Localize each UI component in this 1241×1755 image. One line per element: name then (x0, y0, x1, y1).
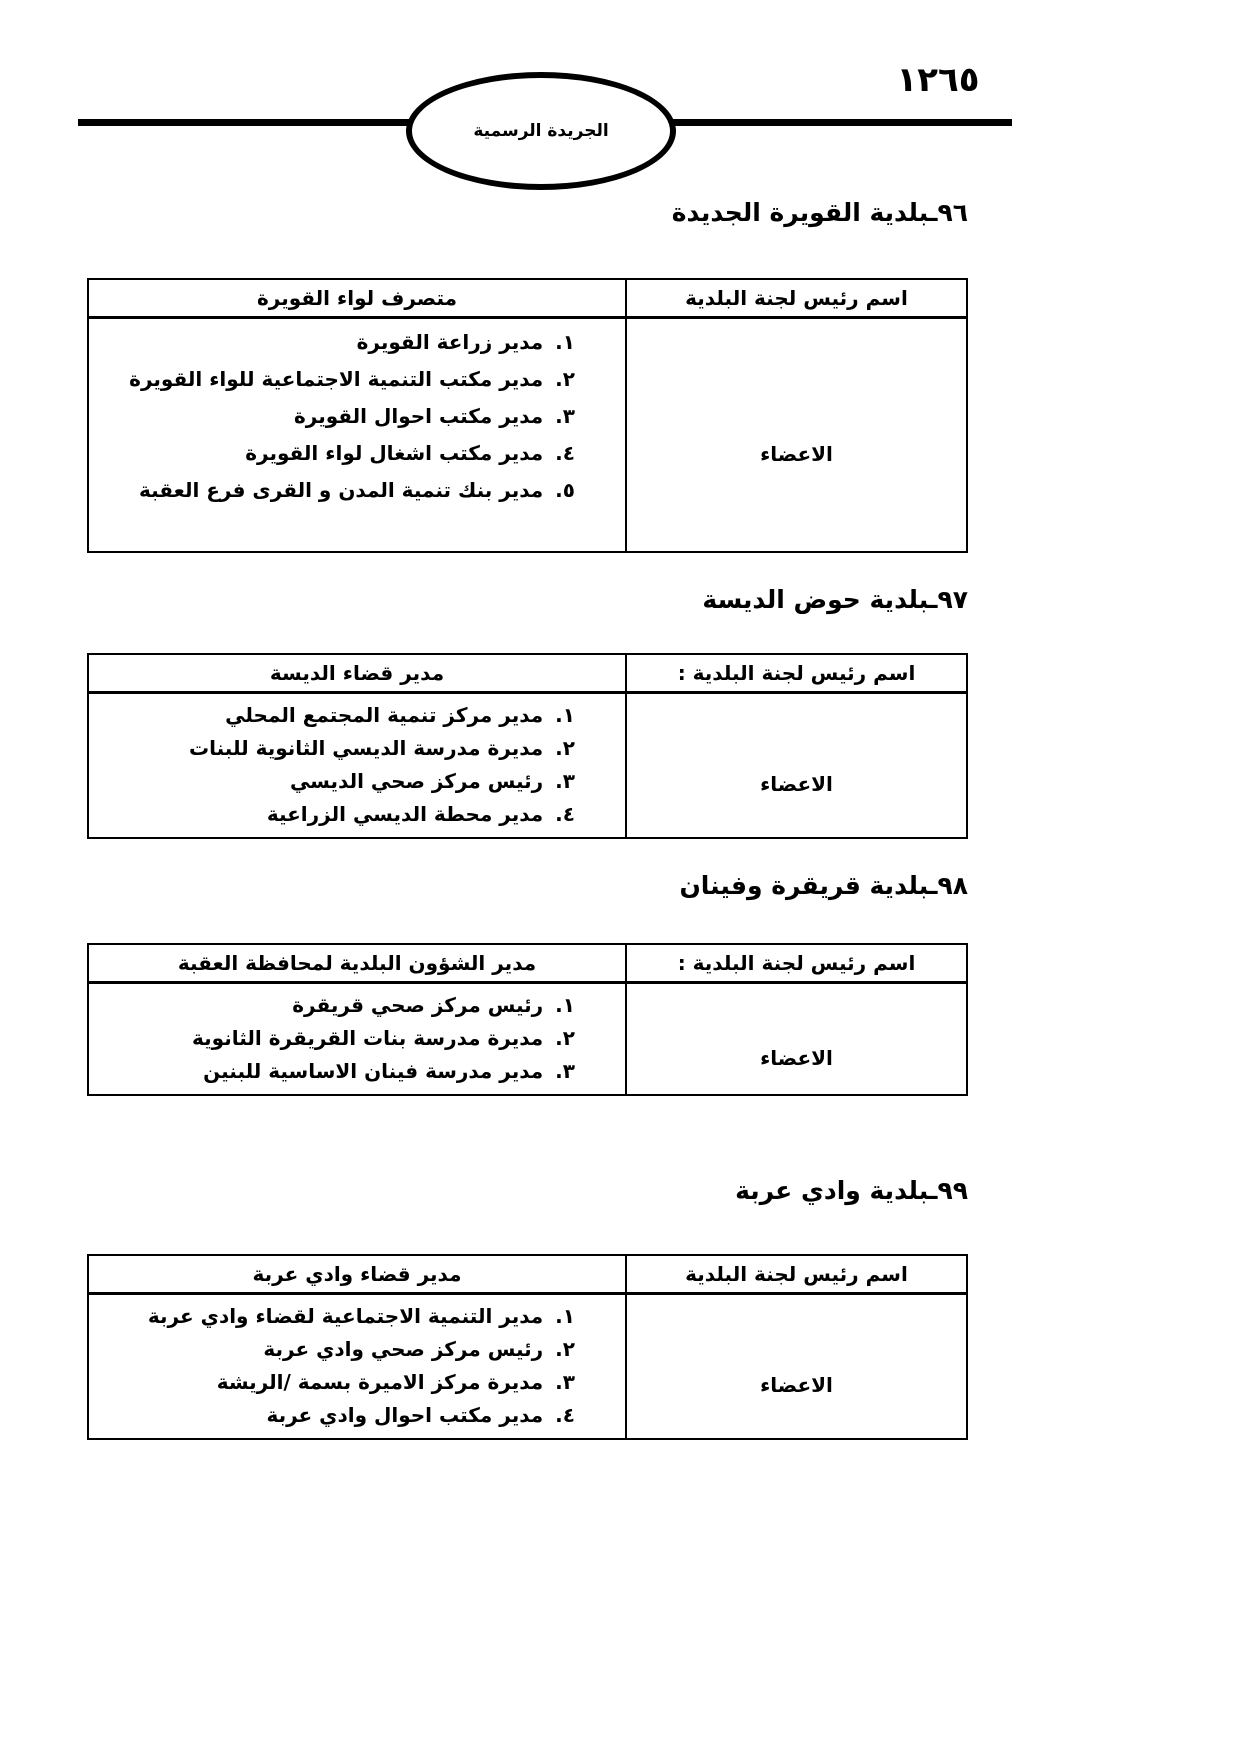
member-number: ٣. (555, 1059, 575, 1083)
chairman-label-cell: اسم رئيس لجنة البلدية (626, 279, 967, 318)
member-item (97, 1366, 575, 1399)
member-item (97, 989, 575, 1022)
member-item (97, 472, 575, 509)
members-list-cell (88, 983, 626, 1096)
member-text: رئيس مركز صحي وادي عربة (263, 1337, 544, 1361)
chairman-name-cell: مدير قضاء الديسة (88, 654, 626, 693)
chairman-label-cell: اسم رئيس لجنة البلدية (626, 1255, 967, 1294)
gazette-title: الجريدة الرسمية (473, 121, 609, 141)
member-item (97, 1399, 575, 1432)
section-heading: ٩٨ـبلدية قريقرة وفينان (679, 871, 968, 900)
member-item (97, 435, 575, 472)
member-number: ٥. (555, 478, 575, 502)
members-row (88, 1294, 967, 1440)
member-item (97, 732, 575, 765)
table-header-row (88, 279, 967, 318)
member-item (97, 1300, 575, 1333)
members-label-cell: الاعضاء (626, 983, 967, 1096)
section-heading: ٩٦ـبلدية القويرة الجديدة (671, 198, 968, 227)
section-heading: ٩٧ـبلدية حوض الديسة (702, 585, 968, 614)
member-item (97, 1055, 575, 1088)
page-content (89, 196, 968, 1440)
gazette-banner (0, 0, 1241, 182)
table-header-row (88, 1255, 967, 1294)
chairman-name-cell: مدير الشؤون البلدية لمحافظة العقبة (88, 944, 626, 983)
member-text: رئيس مركز صحي قريقرة (292, 993, 544, 1017)
member-item (97, 798, 575, 831)
member-text: رئيس مركز صحي الديسي (289, 769, 544, 793)
chairman-label-cell: اسم رئيس لجنة البلدية : (626, 654, 967, 693)
member-number: ١. (555, 1304, 575, 1328)
section-97 (89, 583, 968, 839)
member-item (97, 765, 575, 798)
member-number: ٣. (555, 404, 575, 428)
members-row (88, 318, 967, 553)
table-header-row (88, 944, 967, 983)
banner-ellipse (406, 72, 676, 190)
member-number: ١. (555, 703, 575, 727)
members-list-cell (88, 318, 626, 553)
chairman-name-cell: مدير قضاء وادي عربة (88, 1255, 626, 1294)
member-text: مديرة مدرسة الديسي الثانوية للبنات (189, 736, 544, 760)
section-96 (89, 196, 968, 553)
committee-table (87, 653, 968, 839)
chairman-label-cell: اسم رئيس لجنة البلدية : (626, 944, 967, 983)
member-text: مدير مكتب احوال وادي عربة (266, 1403, 544, 1427)
member-text: مدير مركز تنمية المجتمع المحلي (225, 703, 544, 727)
members-label-cell: الاعضاء (626, 693, 967, 839)
member-number: ١. (555, 330, 575, 354)
chairman-name-cell: متصرف لواء القويرة (88, 279, 626, 318)
member-text: مدير مكتب اشغال لواء القويرة (245, 441, 544, 465)
member-text: مديرة مركز الاميرة بسمة /الريشة (216, 1370, 544, 1394)
member-text: مديرة مدرسة بنات القريقرة الثانوية (192, 1026, 544, 1050)
section-99 (89, 1174, 968, 1440)
table-header-row (88, 654, 967, 693)
members-list-cell (88, 1294, 626, 1440)
member-number: ٣. (555, 1370, 575, 1394)
member-number: ٤. (555, 441, 575, 465)
committee-table (87, 278, 968, 553)
member-item (97, 699, 575, 732)
member-item (97, 398, 575, 435)
member-number: ٢. (555, 736, 575, 760)
members-list-cell (88, 693, 626, 839)
member-text: مدير مدرسة فينان الاساسية للبنين (203, 1059, 544, 1083)
member-number: ٤. (555, 1403, 575, 1427)
page-number: ١٢٦٥ (896, 60, 980, 100)
member-item (97, 361, 575, 398)
member-text: مدير زراعة القويرة (356, 330, 544, 354)
members-row (88, 693, 967, 839)
member-item (97, 324, 575, 361)
member-text: مدير مكتب التنمية الاجتماعية للواء القويرة (129, 367, 544, 391)
members-label-cell: الاعضاء (626, 318, 967, 553)
member-text: مدير بنك تنمية المدن و القرى فرع العقبة (138, 478, 544, 502)
section-heading: ٩٩ـبلدية وادي عربة (735, 1176, 968, 1205)
member-text: مدير محطة الديسي الزراعية (266, 802, 544, 826)
section-98 (89, 869, 968, 1096)
members-label-cell: الاعضاء (626, 1294, 967, 1440)
member-number: ٤. (555, 802, 575, 826)
committee-table (87, 943, 968, 1096)
member-text: مدير مكتب احوال القويرة (293, 404, 544, 428)
member-text: مدير التنمية الاجتماعية لقضاء وادي عربة (147, 1304, 544, 1328)
member-number: ١. (555, 993, 575, 1017)
member-item (97, 1333, 575, 1366)
member-number: ٣. (555, 769, 575, 793)
member-number: ٢. (555, 367, 575, 391)
member-number: ٢. (555, 1026, 575, 1050)
members-row (88, 983, 967, 1096)
committee-table (87, 1254, 968, 1440)
member-number: ٢. (555, 1337, 575, 1361)
member-item (97, 1022, 575, 1055)
